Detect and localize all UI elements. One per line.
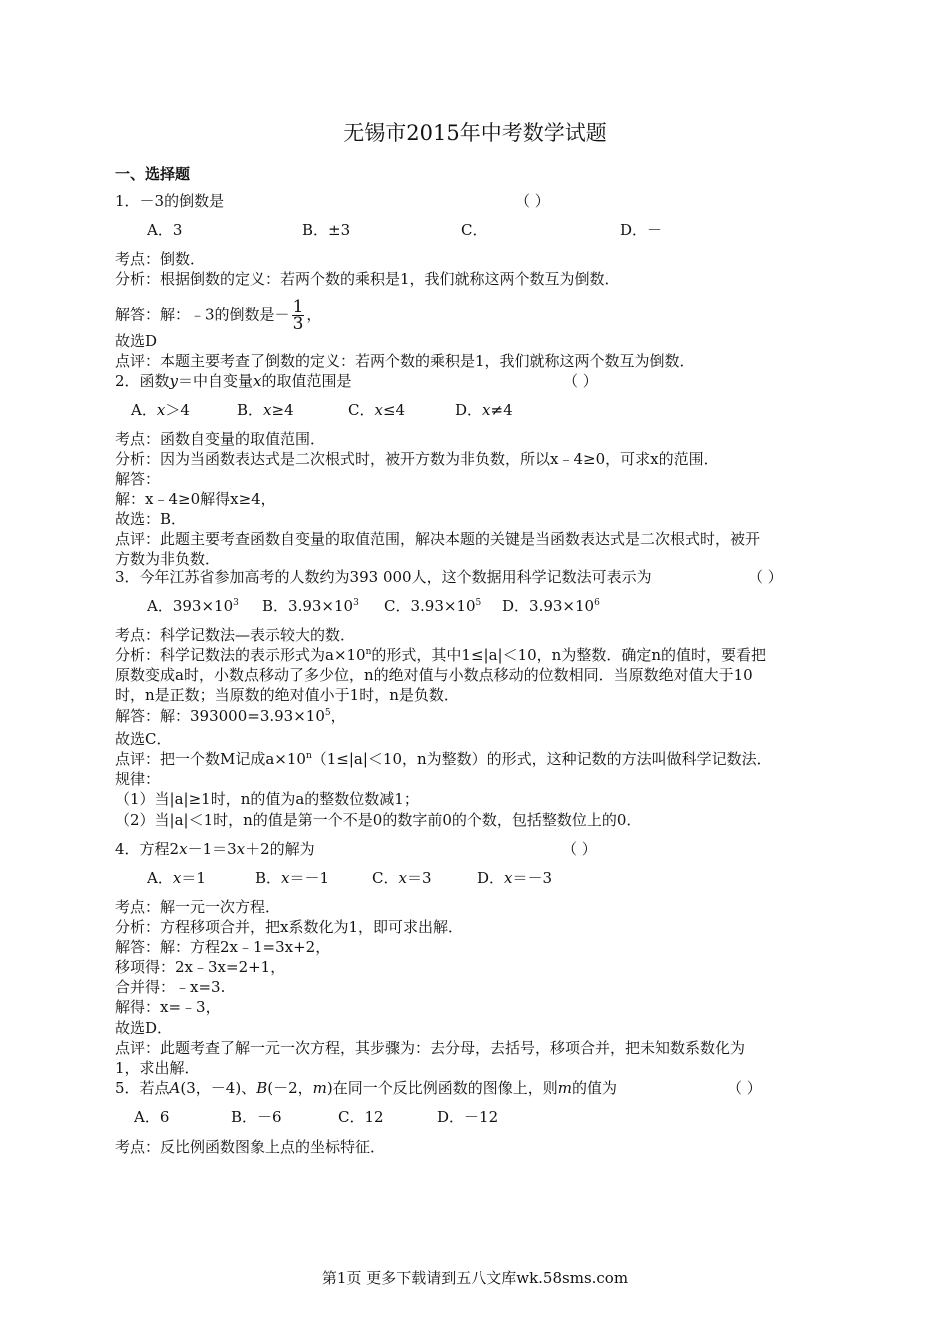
option-var: x [504,869,513,887]
text-part: 点评：把一个数M记成a×10 [115,750,306,768]
page-title: 无锡市2015年中考数学试题 [343,121,607,145]
text-part: （1≤|a|＜10，n为整数）的形式，这种记数的方法叫做科学记数法． [311,750,772,768]
q1-jieda-end: ， [306,305,322,324]
q3-option-b [262,596,359,616]
q3-option-d [502,596,600,616]
option-var: x [156,401,166,419]
q2-answer-paren: （ ） [563,372,598,390]
q2-jie: 解：x﹣4≥0解得x≥4， [115,490,276,508]
text-part: (－2， [267,1079,313,1097]
q2-dianping-line2: 方数为非负数． [115,550,221,568]
text-part: －1＝3 [187,840,237,858]
text-part: (3，－4)、 [180,1079,257,1097]
text-part: 解答：解：393000=3.93×10 [115,707,325,725]
option-rest: ＝－1 [289,869,330,887]
q1-dianping: 点评：本题主要考查了倒数的定义：若两个数的乘积是1，我们就称这两个数互为倒数． [115,352,695,370]
var-x: x [179,840,188,858]
option-letter: C． [348,401,375,419]
q2-fenxi: 分析：因为当函数表达式是二次根式时，被开方数为非负数，所以x﹣4≥0，可求x的范围． [115,450,719,468]
q4-option-d [477,868,552,888]
q2-guxuan: 故选：B． [115,510,187,528]
text-part: 4．方程2 [115,840,180,858]
q2-dianping-line1: 点评：此题主要考查函数自变量的取值范围，解决本题的关键是当函数表达式是二次根式时，被开 [115,530,761,548]
q3-kaodian: 考点：科学记数法—表示较大的数． [115,626,356,644]
var-m: m [557,1079,572,1097]
option-var: x [281,869,290,887]
q1-option-c: C． [461,221,488,239]
q3-fenxi-line3: 时，n是正数；当原数的绝对值小于1时，n是负数． [115,686,459,704]
text-part: ， [330,707,346,725]
option-rest: ≥4 [271,401,294,419]
q2-var-y: y [169,372,179,390]
q1-option-b: B．±3 [302,221,351,239]
option-var: x [263,401,272,419]
option-exponent: 3 [233,598,239,608]
text-part: 5．若点 [115,1079,170,1097]
option-var: x [172,869,182,887]
q5-option-c: C．12 [338,1108,384,1126]
option-letter: D． [455,401,483,419]
text-part: 的形式，其中1≤|a|＜10，n为整数．确定n的值时，要看把 [371,646,766,664]
q5-option-a: A．6 [134,1108,170,1126]
q2-stem-part: 2．函数 [115,372,170,390]
option-rest: ＝－3 [512,869,553,887]
q3-option-c [384,596,481,616]
q3-guxuan: 故选C． [115,730,172,748]
q3-rule-1: （1）当|a|≥1时，n的值为a的整数位数减1； [115,790,419,808]
option-letter: A． [147,869,173,887]
q3-option-a [147,596,239,616]
q4-option-b [255,868,329,888]
option-letter: B． [237,401,264,419]
q4-answer-paren: （ ） [562,840,597,858]
q4-option-a [147,868,206,888]
option-base: B．3.93×10 [262,597,354,615]
q4-dianping-line2: 1，求出解． [115,1059,200,1077]
option-letter: D． [477,869,505,887]
option-rest: ≠4 [490,401,513,419]
q5-option-b: B．－6 [231,1108,282,1126]
option-var: x [398,869,407,887]
exponent: n [365,647,372,657]
q1-option-d: D．－ [620,221,663,239]
q4-jieda: 解答：解：方程2x﹣1=3x+2， [115,938,331,956]
q1-frac-numerator: 1 [292,297,304,317]
option-rest: ＞4 [165,401,190,419]
q3-fenxi-line2: 原数变成a时，小数点移动了多少位，n的绝对值与小数点移动的位数相同．当原数绝对值大于10 [115,666,753,684]
q2-option-d [455,400,513,420]
q5-option-d: D．－12 [437,1108,499,1126]
q2-stem-part: ＝中自变量 [178,372,254,390]
q1-fenxi: 分析：根据倒数的定义：若两个数的乘积是1，我们就称这两个数互为倒数． [115,270,620,288]
q4-kaodian: 考点：解一元一次方程． [115,898,281,916]
option-rest: ＝3 [406,869,432,887]
q2-var-x: x [253,372,262,390]
q2-kaodian: 考点：函数自变量的取值范围． [115,430,326,448]
option-letter: A． [131,401,157,419]
text-part: ＋2的解为 [245,840,315,858]
q3-guilv: 规律： [115,770,161,788]
q1-minus: － [274,305,290,324]
q4-dianping-line1: 点评：此题考查了解一元一次方程，其步骤为：去分母，去括号，移项合并，把未知数系数化为 [115,1039,746,1057]
option-rest: ≤4 [382,401,406,419]
q3-fenxi-line1 [115,645,766,665]
q1-option-a: A．3 [147,221,183,239]
q5-kaodian: 考点：反比例函数图象上点的坐标特征． [115,1138,386,1156]
q2-option-a [131,400,190,420]
option-base: A．393×10 [147,597,234,615]
q1-frac-denominator: 3 [292,314,304,334]
option-base: C．3.93×10 [384,597,476,615]
text-part: 的值为 [571,1079,617,1097]
q3-rule-2: （2）当|a|＜1时，n的值是第一个不是0的数字前0的个数，包括整数位上的0． [115,811,642,829]
q2-jieda: 解答： [115,470,161,488]
q5-answer-paren: （ ） [727,1079,762,1097]
page-footer: 第1页 更多下载请到五八文库wk.58sms.com [321,1269,629,1287]
option-var: x [482,401,491,419]
q2-stem-part: 的取值范围是 [261,372,352,390]
option-exponent: 5 [475,598,482,608]
q3-answer-paren: （ ） [748,568,783,586]
q4-guxuan: 故选D． [115,1019,173,1037]
option-base: D．3.93×10 [502,597,595,615]
point-a: A [169,1079,181,1097]
option-exponent: 3 [353,598,359,608]
option-letter: C． [372,869,399,887]
q4-stem [115,839,315,859]
q2-option-c [348,400,405,420]
q1-kaodian: 考点：倒数． [115,250,206,268]
q1-guxuan: 故选D [115,332,158,350]
q4-hebing: 合并得：﹣x=3. [115,978,226,996]
option-rest: ＝1 [181,869,206,887]
q5-stem [115,1078,617,1098]
q3-jieda [115,706,346,726]
q1-stem: 1．－3的倒数是 [115,192,225,210]
option-exponent: 6 [594,598,600,608]
q4-jiede: 解得：x=﹣3， [115,998,221,1016]
section-heading: 一、选择题 [115,165,191,183]
q4-yixiang: 移项得：2x﹣3x=2+1， [115,958,286,976]
q4-option-c [372,868,432,888]
exponent: n [305,751,312,761]
exponent: 5 [324,708,331,718]
q1-jieda [115,299,321,332]
q3-stem: 3．今年江苏省参加高考的人数约为393 000人，这个数据用科学记数法可表示为 [115,568,652,586]
q2-option-b [237,400,294,420]
option-letter: B． [255,869,282,887]
q1-fraction [292,299,305,332]
option-var: x [374,401,383,419]
q1-jieda-text: 解答：解：﹣3的倒数是 [115,305,275,324]
var-x: x [236,840,246,858]
point-b: B [256,1079,268,1097]
var-m: m [312,1079,327,1097]
text-part: )在同一个反比例函数的图像上，则 [326,1079,558,1097]
text-part: 分析：科学记数法的表示形式为a×10 [115,646,366,664]
q2-stem [115,371,352,391]
q3-dianping [115,749,772,769]
q1-answer-paren: （ ） [515,192,550,210]
q4-fenxi: 分析：方程移项合并，把x系数化为1，即可求出解． [115,918,464,936]
